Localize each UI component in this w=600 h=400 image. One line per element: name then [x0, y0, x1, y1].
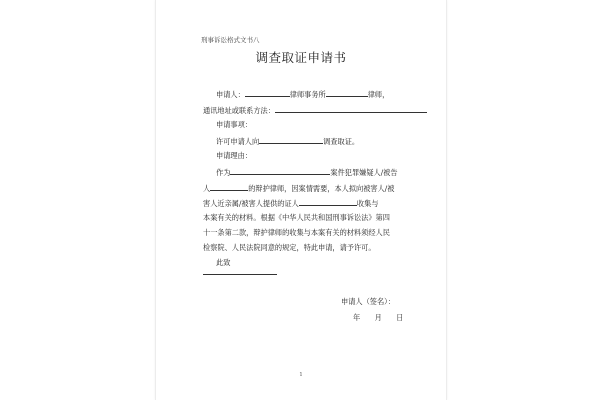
- request-items-label: 申请事项：: [216, 120, 252, 129]
- address-line: 通讯地址或联系方法：: [203, 105, 427, 115]
- signature-label: 申请人（签名）：: [341, 297, 395, 306]
- blank-applicant-name: [245, 89, 290, 97]
- document-page: [155, 0, 447, 400]
- reason-line-1: 作为 案件犯罪嫌疑人/被告: [216, 168, 398, 177]
- request-items-line: 许可申请人向 调查取证。: [216, 137, 360, 146]
- salutation: 此致: [216, 258, 231, 267]
- recipient-blank-line: [203, 274, 277, 275]
- reason-line-6: 检察院、人民法院同意的规定，特此申请，请予许可。: [203, 243, 376, 252]
- document-title: 调查取证申请书: [255, 50, 347, 65]
- applicant-line: 申请人： 律师事务所 律师，: [216, 90, 390, 99]
- reason-line-5: 十一条第二款，辩护律师的收集与本案有关的材料须经人民: [203, 228, 390, 237]
- reason-line-4: 本案有关的材料。根据《中华人民共和国刑事诉讼法》第四: [203, 213, 390, 222]
- page-number: 1: [299, 372, 303, 378]
- date-line: 年 月 日: [353, 313, 404, 322]
- reason-line-3: 害人近亲属/被害人提供的证人 收集与: [203, 199, 379, 208]
- reasons-label: 申请理由：: [216, 151, 252, 160]
- blank-address: [275, 105, 427, 113]
- blank-case-name: [230, 167, 330, 175]
- blank-witness: [299, 198, 357, 206]
- document-header: 刑事诉讼格式文书八: [201, 36, 260, 44]
- blank-defendant-name: [210, 183, 248, 191]
- blank-target: [259, 136, 323, 144]
- blank-law-firm: [326, 89, 368, 97]
- reason-line-2: 人 的辩护律师，因案情需要，本人拟向被害人/被: [203, 184, 395, 193]
